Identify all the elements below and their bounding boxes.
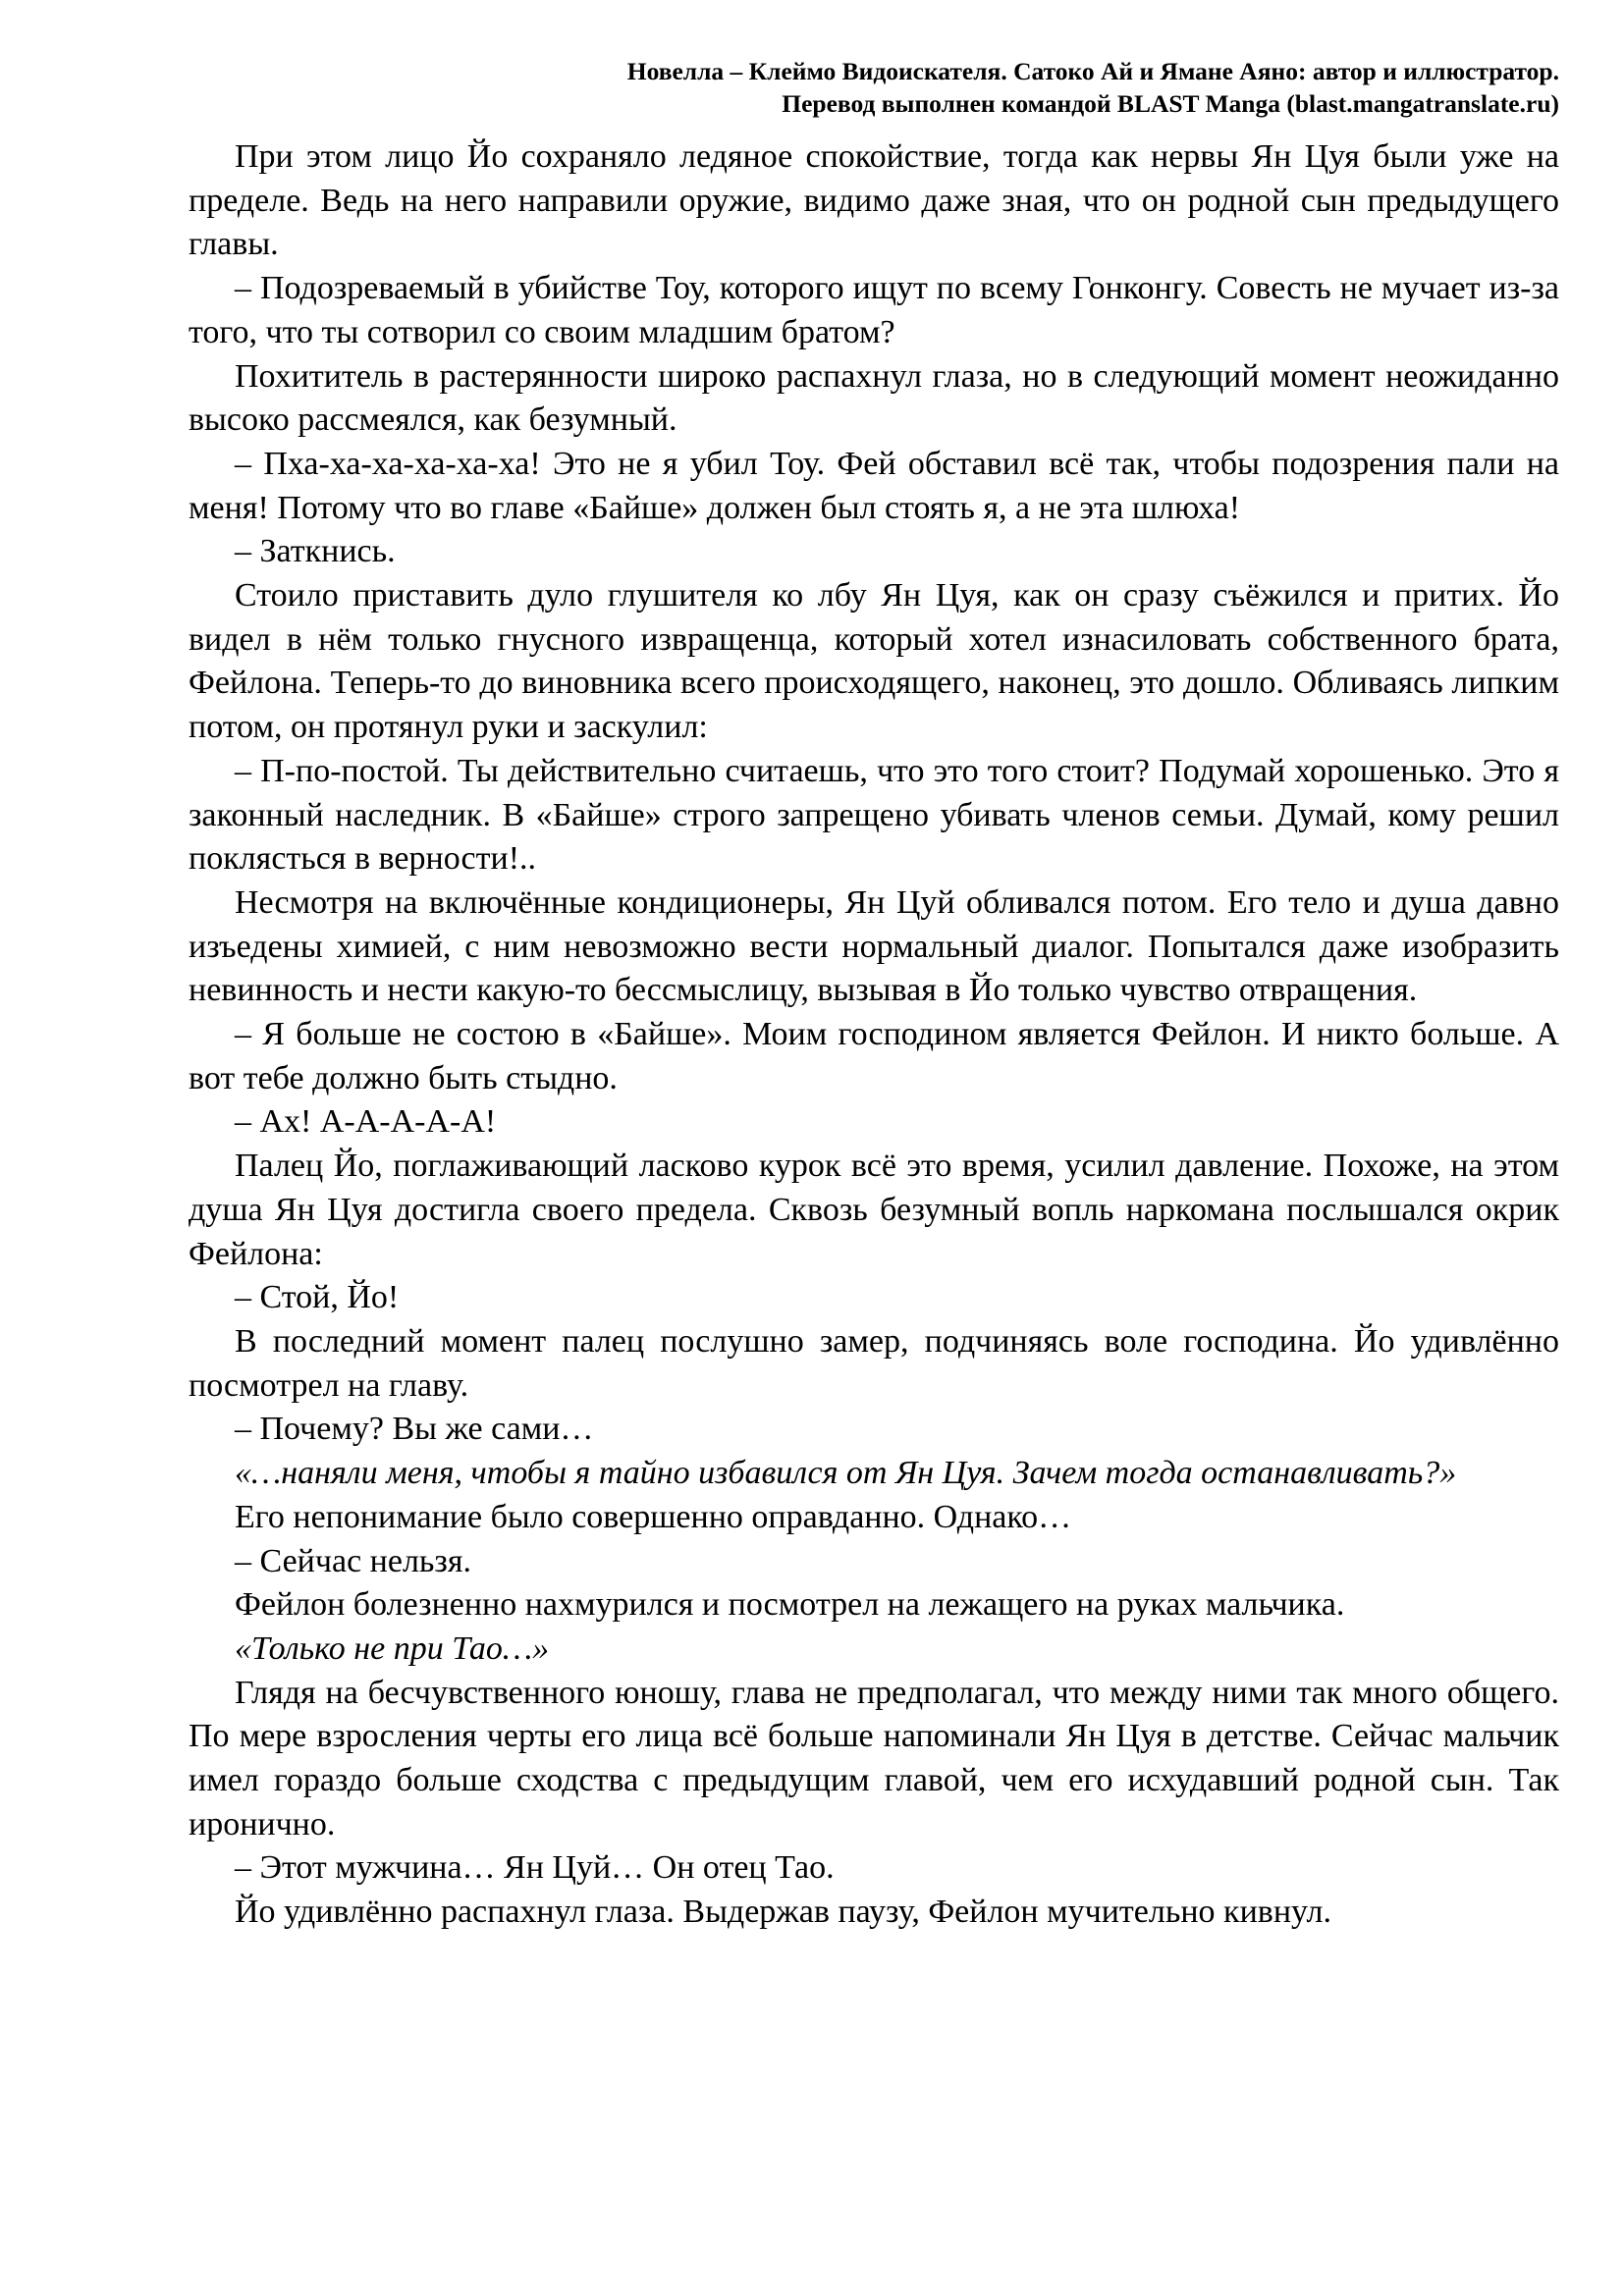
paragraph: – П-по-постой. Ты действительно считаешь, что это того стоит? Подумай хорошенько. Это я законный наследник. В «Байше» строго запрещено убивать членов семьи. Думай, кому решил поклясться в верности!.. (189, 752, 1559, 878)
paragraph: Палец Йо, поглаживающий ласково курок всё это время, усилил давление. Похоже, на этом душа Ян Цуя достигла своего предела. Сквозь безумный вопль наркомана послышался окрик Фейлона: (189, 1148, 1559, 1272)
body-text (189, 135, 1559, 1935)
paragraph: – Ах! А-А-А-А-А! (235, 1103, 497, 1141)
paragraph: – Сейчас нельзя. (235, 1542, 471, 1579)
paragraph: – Заткнись. (235, 533, 396, 570)
paragraph: – Пха-ха-ха-ха-ха-ха! Это не я убил Тоу. Фей обставил всё так, чтобы подозрения пали на меня! Потому что во главе «Байше» должен был стоять я, а не эта шлюха! (189, 445, 1559, 526)
paragraph: Фейлон болезненно нахмурился и посмотрел на лежащего на руках мальчика. (235, 1586, 1345, 1624)
paragraph: В последний момент палец послушно замер, подчиняясь воле господина. Йо удивлённо посмотрел на главу. (189, 1322, 1559, 1404)
header-title-line: Новелла – Клеймо Видоискателя. Сатоко Ай и Ямане Аяно: автор и иллюстратор. (626, 57, 1559, 85)
paragraph: Несмотря на включённые кондиционеры, Ян Цуй обливался потом. Его тело и душа давно изъедены химией, с ним невозможно вести нормальный диалог. Попытался даже изобразить невинность и нести какую-то бессмыслицу, вызывая в Йо только чувство отвращения. (189, 883, 1559, 1009)
paragraph: Глядя на бесчувственного юношу, глава не предполагал, что между ними так много общего. По мере взросления черты его лица всё больше напоминали Ян Цуя в детстве. Сейчас мальчик имел гораздо больше сходства с предыдущим главой, чем его исхудавший родной сын. Так иронично. (189, 1674, 1559, 1842)
paragraph: – Стой, Йо! (235, 1279, 400, 1316)
page-header (189, 55, 1559, 120)
italic-paragraph: «Только не при Тао…» (235, 1629, 550, 1667)
header-credits-line: Перевод выполнен командой BLAST Manga (blast.mangatranslate.ru) (782, 89, 1559, 118)
paragraph: Похититель в растерянности широко распахнул глаза, но в следующий момент неожиданно высоко рассмеялся, как безумный. (189, 357, 1559, 439)
paragraph: Стоило приставить дуло глушителя ко лбу Ян Цуя, как он сразу съёжился и притих. Йо видел в нём только гнусного извращенца, который хотел изнасиловать собственного брата, Фейлона. Теперь-то до виновника всего происходящего, наконец, это дошло. Обливаясь липким потом, он протянул руки и заскулил: (189, 577, 1559, 746)
paragraph: – Почему? Вы же сами… (235, 1411, 594, 1448)
paragraph: – Я больше не состою в «Байше». Моим господином является Фейлон. И никто больше. А вот тебе должно быть стыдно. (189, 1016, 1559, 1096)
paragraph: – Этот мужчина… Ян Цуй… Он отец Тао. (235, 1849, 835, 1887)
paragraph: Его непонимание было совершенно оправданно. Однако… (235, 1498, 1072, 1535)
paragraph: – Подозреваемый в убийстве Тоу, которого ищут по всему Гонконгу. Совесть не мучает из-за того, что ты сотворил со своим младшим братом? (189, 270, 1559, 350)
italic-paragraph: «…наняли меня, чтобы я тайно избавился от Ян Цуя. Зачем тогда останавливать?» (235, 1455, 1457, 1492)
paragraph: При этом лицо Йо сохраняло ледяное спокойствие, тогда как нервы Ян Цуя были уже на пределе. Ведь на него направили оружие, видимо даже зная, что он родной сын предыдущего главы. (189, 138, 1559, 263)
paragraph: Йо удивлённо распахнул глаза. Выдержав паузу, Фейлон мучительно кивнул. (235, 1894, 1331, 1931)
